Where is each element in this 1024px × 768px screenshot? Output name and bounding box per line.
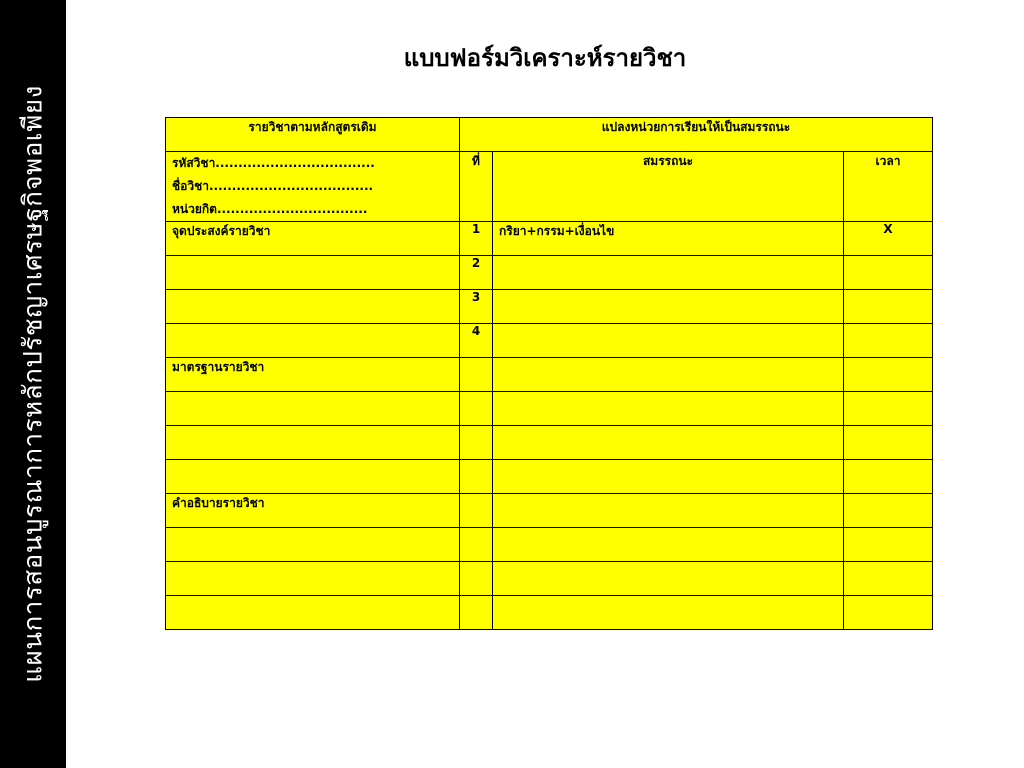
row-number: 3 <box>460 290 493 324</box>
time-cell[interactable] <box>844 596 933 630</box>
time-cell[interactable] <box>844 528 933 562</box>
number-cell[interactable] <box>460 358 493 392</box>
table-row <box>166 528 933 562</box>
standard-cell[interactable] <box>166 460 460 494</box>
competency-cell[interactable] <box>493 494 844 528</box>
header-convert-competency: แปลงหน่วยการเรียนให้เป็นสมรรถนะ <box>460 118 933 152</box>
time-cell[interactable] <box>844 460 933 494</box>
table-row <box>166 460 933 494</box>
time-cell[interactable]: X <box>844 222 933 256</box>
competency-cell[interactable] <box>493 528 844 562</box>
time-cell[interactable] <box>844 392 933 426</box>
number-cell[interactable] <box>460 528 493 562</box>
time-cell[interactable] <box>844 324 933 358</box>
competency-cell[interactable] <box>493 596 844 630</box>
competency-cell[interactable] <box>493 256 844 290</box>
table-row <box>166 256 933 290</box>
row-number: 1 <box>460 222 493 256</box>
number-cell[interactable] <box>460 494 493 528</box>
number-cell[interactable] <box>460 562 493 596</box>
table-subheader-row <box>166 152 933 222</box>
table-row <box>166 324 933 358</box>
col-header-no: ที่ <box>460 152 493 222</box>
time-cell[interactable] <box>844 358 933 392</box>
objective-cell[interactable] <box>166 256 460 290</box>
objective-cell[interactable] <box>166 290 460 324</box>
course-info-cell[interactable] <box>166 152 460 222</box>
time-cell[interactable] <box>844 290 933 324</box>
course-analysis-table <box>165 117 933 630</box>
col-header-time: เวลา <box>844 152 933 222</box>
description-cell[interactable] <box>166 528 460 562</box>
competency-cell[interactable] <box>493 290 844 324</box>
standard-cell[interactable] <box>166 426 460 460</box>
table-row <box>166 494 933 528</box>
time-cell[interactable] <box>844 256 933 290</box>
number-cell[interactable] <box>460 426 493 460</box>
header-original-course: รายวิชาตามหลักสูตรเดิม <box>166 118 460 152</box>
competency-cell[interactable] <box>493 460 844 494</box>
page-title: แบบฟอร์มวิเคราะห์รายวิชา <box>403 44 687 72</box>
section-standard[interactable]: มาตรฐานรายวิชา <box>166 358 460 392</box>
number-cell[interactable] <box>460 596 493 630</box>
number-cell[interactable] <box>460 392 493 426</box>
row-number: 4 <box>460 324 493 358</box>
table-header-row <box>166 118 933 152</box>
competency-cell[interactable] <box>493 562 844 596</box>
time-cell[interactable] <box>844 494 933 528</box>
time-cell[interactable] <box>844 426 933 460</box>
standard-cell[interactable] <box>166 392 460 426</box>
course-name-field: ชื่อวิชา.................................... <box>172 179 374 193</box>
section-objective[interactable]: จุดประสงค์รายวิชา <box>166 222 460 256</box>
col-header-competency: สมรรถนะ <box>493 152 844 222</box>
competency-cell[interactable]: กริยา+กรรม+เงื่อนไข <box>493 222 844 256</box>
competency-cell[interactable] <box>493 358 844 392</box>
sidebar-vertical-title: แผนการสอนบูรณาการหลักปรัชญาเศรษฐกิจพอเพียง <box>18 85 49 683</box>
table-row <box>166 426 933 460</box>
competency-cell[interactable] <box>493 392 844 426</box>
table-row <box>166 290 933 324</box>
competency-cell[interactable] <box>493 324 844 358</box>
description-cell[interactable] <box>166 562 460 596</box>
table-row <box>166 392 933 426</box>
table-row <box>166 562 933 596</box>
table-row <box>166 222 933 256</box>
section-description[interactable]: คำอธิบายรายวิชา <box>166 494 460 528</box>
table-row <box>166 358 933 392</box>
competency-cell[interactable] <box>493 426 844 460</box>
sidebar-band <box>0 0 66 768</box>
objective-cell[interactable] <box>166 324 460 358</box>
course-code-field: รหัสวิชา................................... <box>172 156 375 170</box>
course-credit-field: หน่วยกิต................................. <box>172 202 368 216</box>
time-cell[interactable] <box>844 562 933 596</box>
row-number: 2 <box>460 256 493 290</box>
description-cell[interactable] <box>166 596 460 630</box>
table-row <box>166 596 933 630</box>
number-cell[interactable] <box>460 460 493 494</box>
